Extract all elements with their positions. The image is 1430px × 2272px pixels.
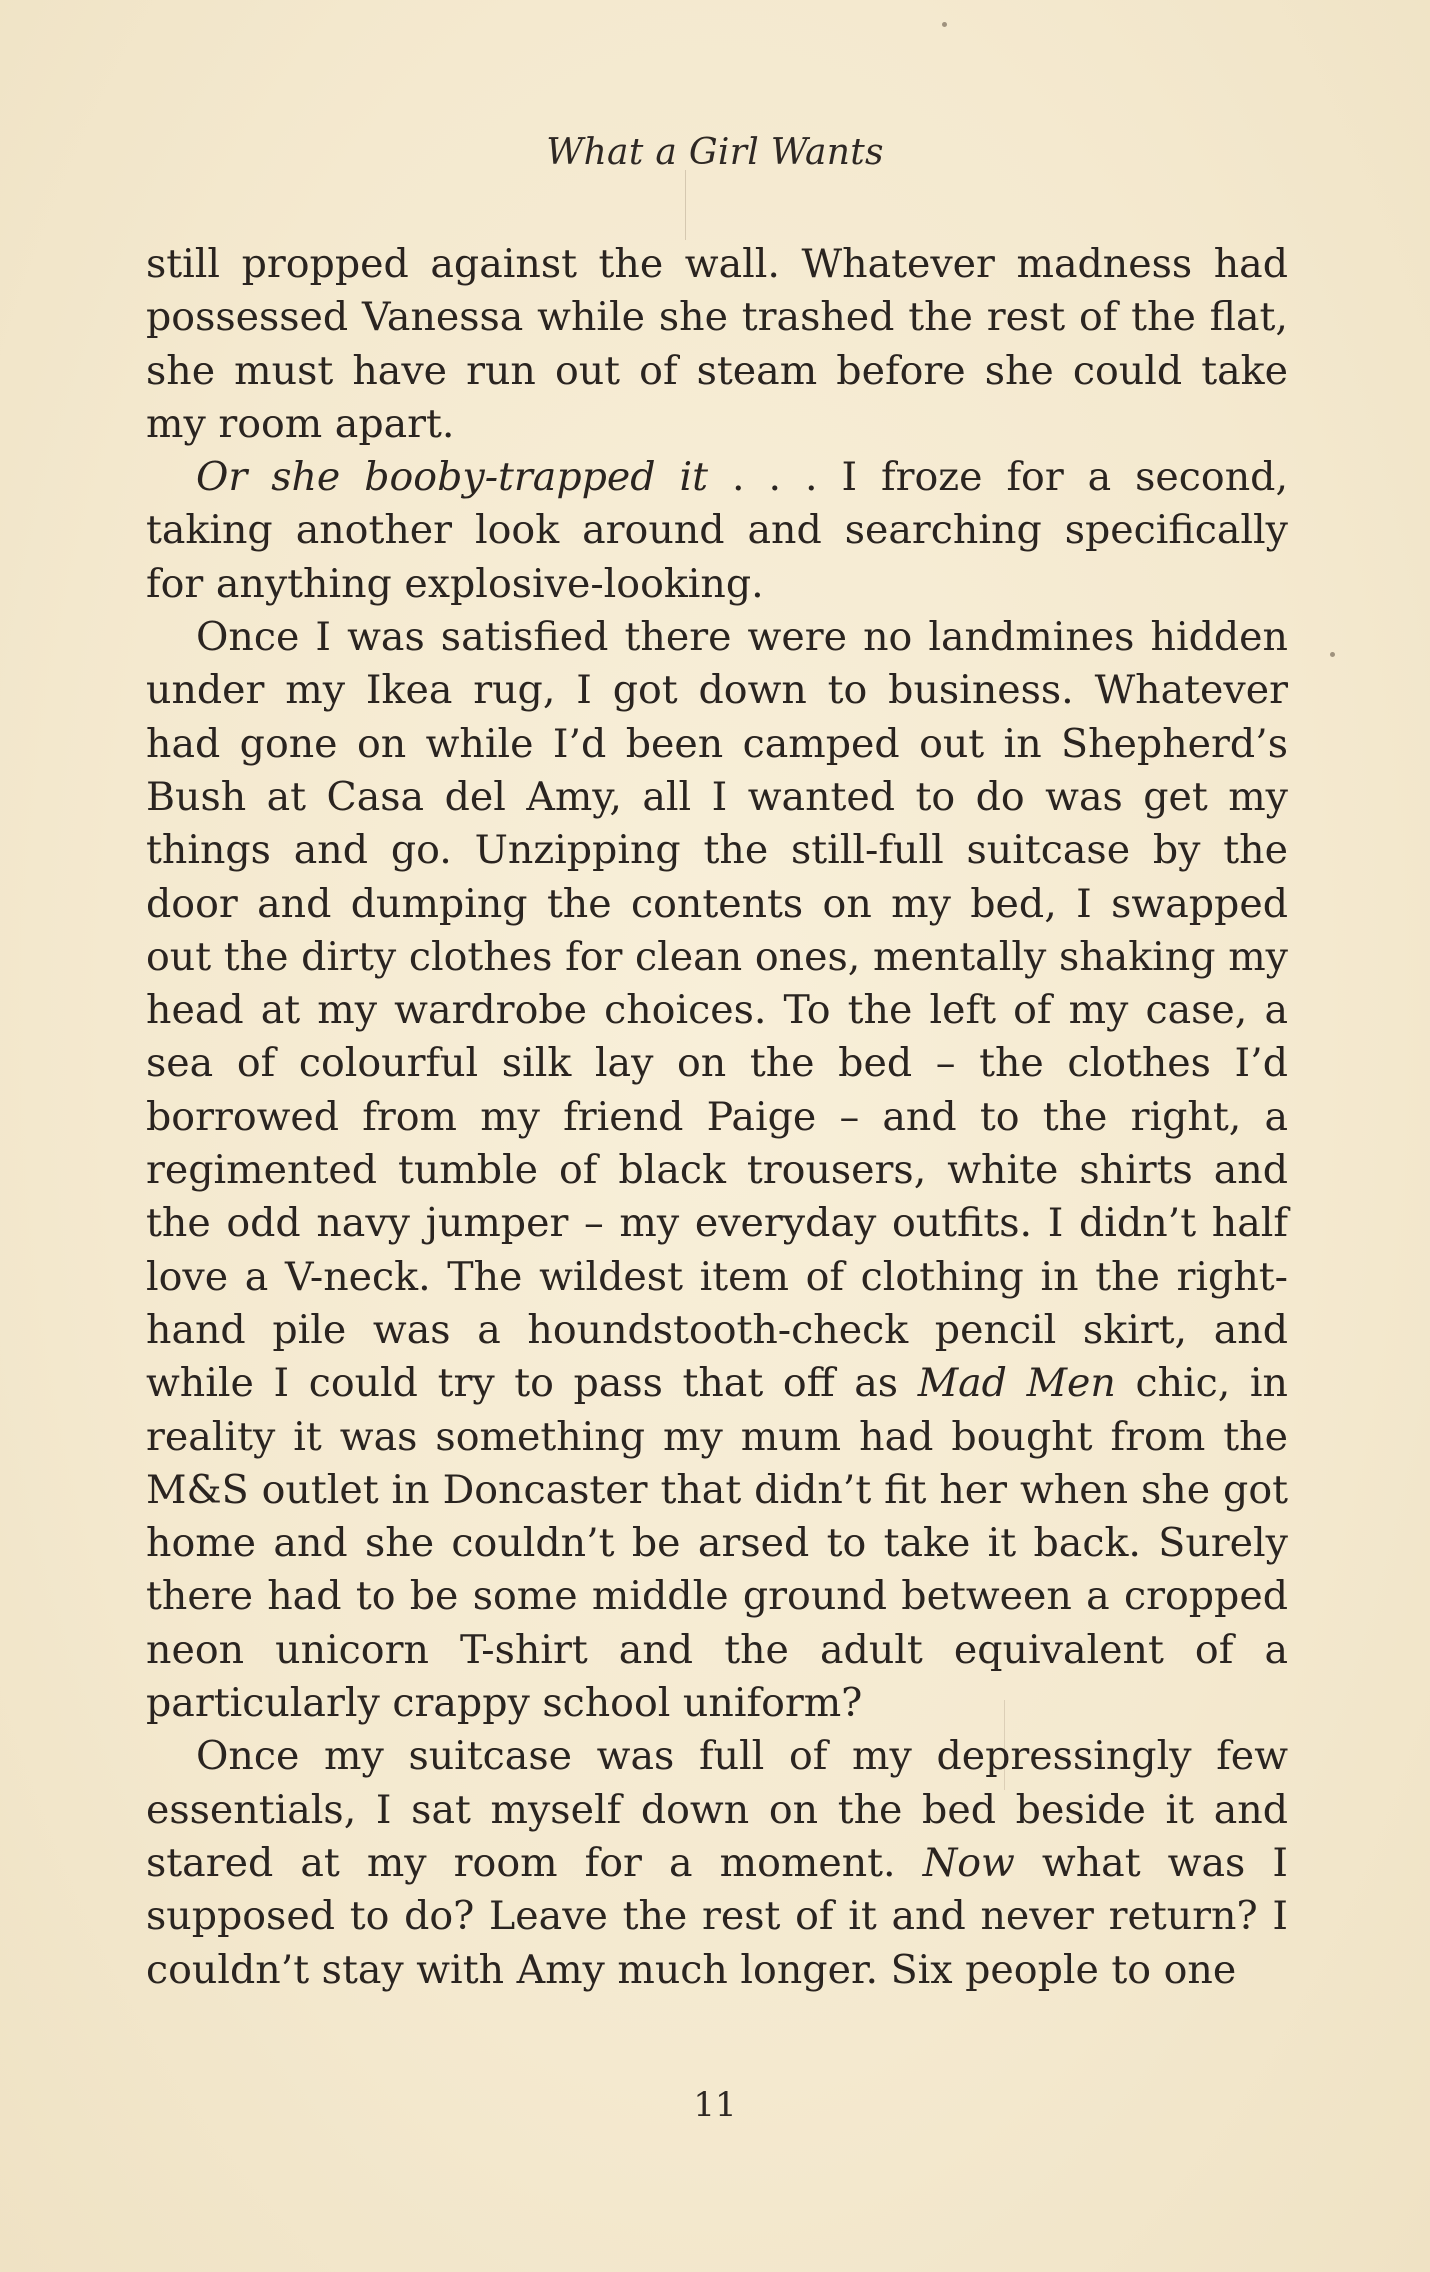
italic-text-segment: Now	[922, 1839, 1015, 1886]
paragraph	[146, 451, 1288, 611]
text-segment: chic, in reality it was something my mum had bought from the M&S outlet in Doncaster that didn’t fit her when she got home and she couldn’t be arsed to take it back. Surely there had to be some middle ground between a cropped neon unicorn T-shirt and the adult equivalent of a particularly crappy school uniform?	[146, 1360, 1288, 1727]
paragraph	[146, 238, 1288, 451]
paper-speck	[942, 22, 947, 27]
page-number: 11	[693, 2085, 737, 2125]
italic-text-segment: Mad Men	[917, 1360, 1116, 1407]
text-segment: what was I supposed to do? Leave the rest of it and never return? I couldn’t stay with Amy much longer. Six people to one	[146, 1839, 1288, 1993]
running-head-title: What a Girl Wants	[546, 132, 884, 173]
text-segment: still propped against the wall. Whatever madness had possessed Vanessa while she trashed the rest of the flat, she must have run out of steam before she could take my room apart.	[146, 241, 1288, 447]
paragraph	[146, 1730, 1288, 1996]
paper-speck	[1330, 652, 1335, 657]
paragraph	[146, 611, 1288, 1730]
italic-text-segment: Or she booby-trapped it	[196, 454, 709, 501]
body-text	[146, 238, 1288, 1997]
text-segment: . . . I froze for a second, taking another look around and searching specifically for anything explosive-looking.	[146, 454, 1288, 607]
page-crease-mark	[685, 170, 686, 240]
text-segment: Once I was satisfied there were no landmines hidden under my Ikea rug, I got down to business. Whatever had gone on while I’d been camped out in Shepherd’s Bush at Casa del Amy, all I wanted to do was get my things and go. Unzipping the still-full suitcase by the door and dumping the contents on my bed, I swapped out the dirty clothes for clean ones, mentally shaking my head at my wardrobe choices. To the left of my case, a sea of colourful silk lay on the bed – the clothes I’d borrowed from my friend Paige – and to the right, a regimented tumble of black trousers, white shirts and the odd navy jumper – my everyday outfits. I didn’t half love a V-neck. The wildest item of clothing in the right-hand pile was a houndstooth-check pencil skirt, and while I could try to pass that off as	[146, 614, 1288, 1407]
text-segment: Once my suitcase was full of my depressingly few essentials, I sat myself down on the bed beside it and stared at my room for a moment.	[146, 1733, 1288, 1886]
